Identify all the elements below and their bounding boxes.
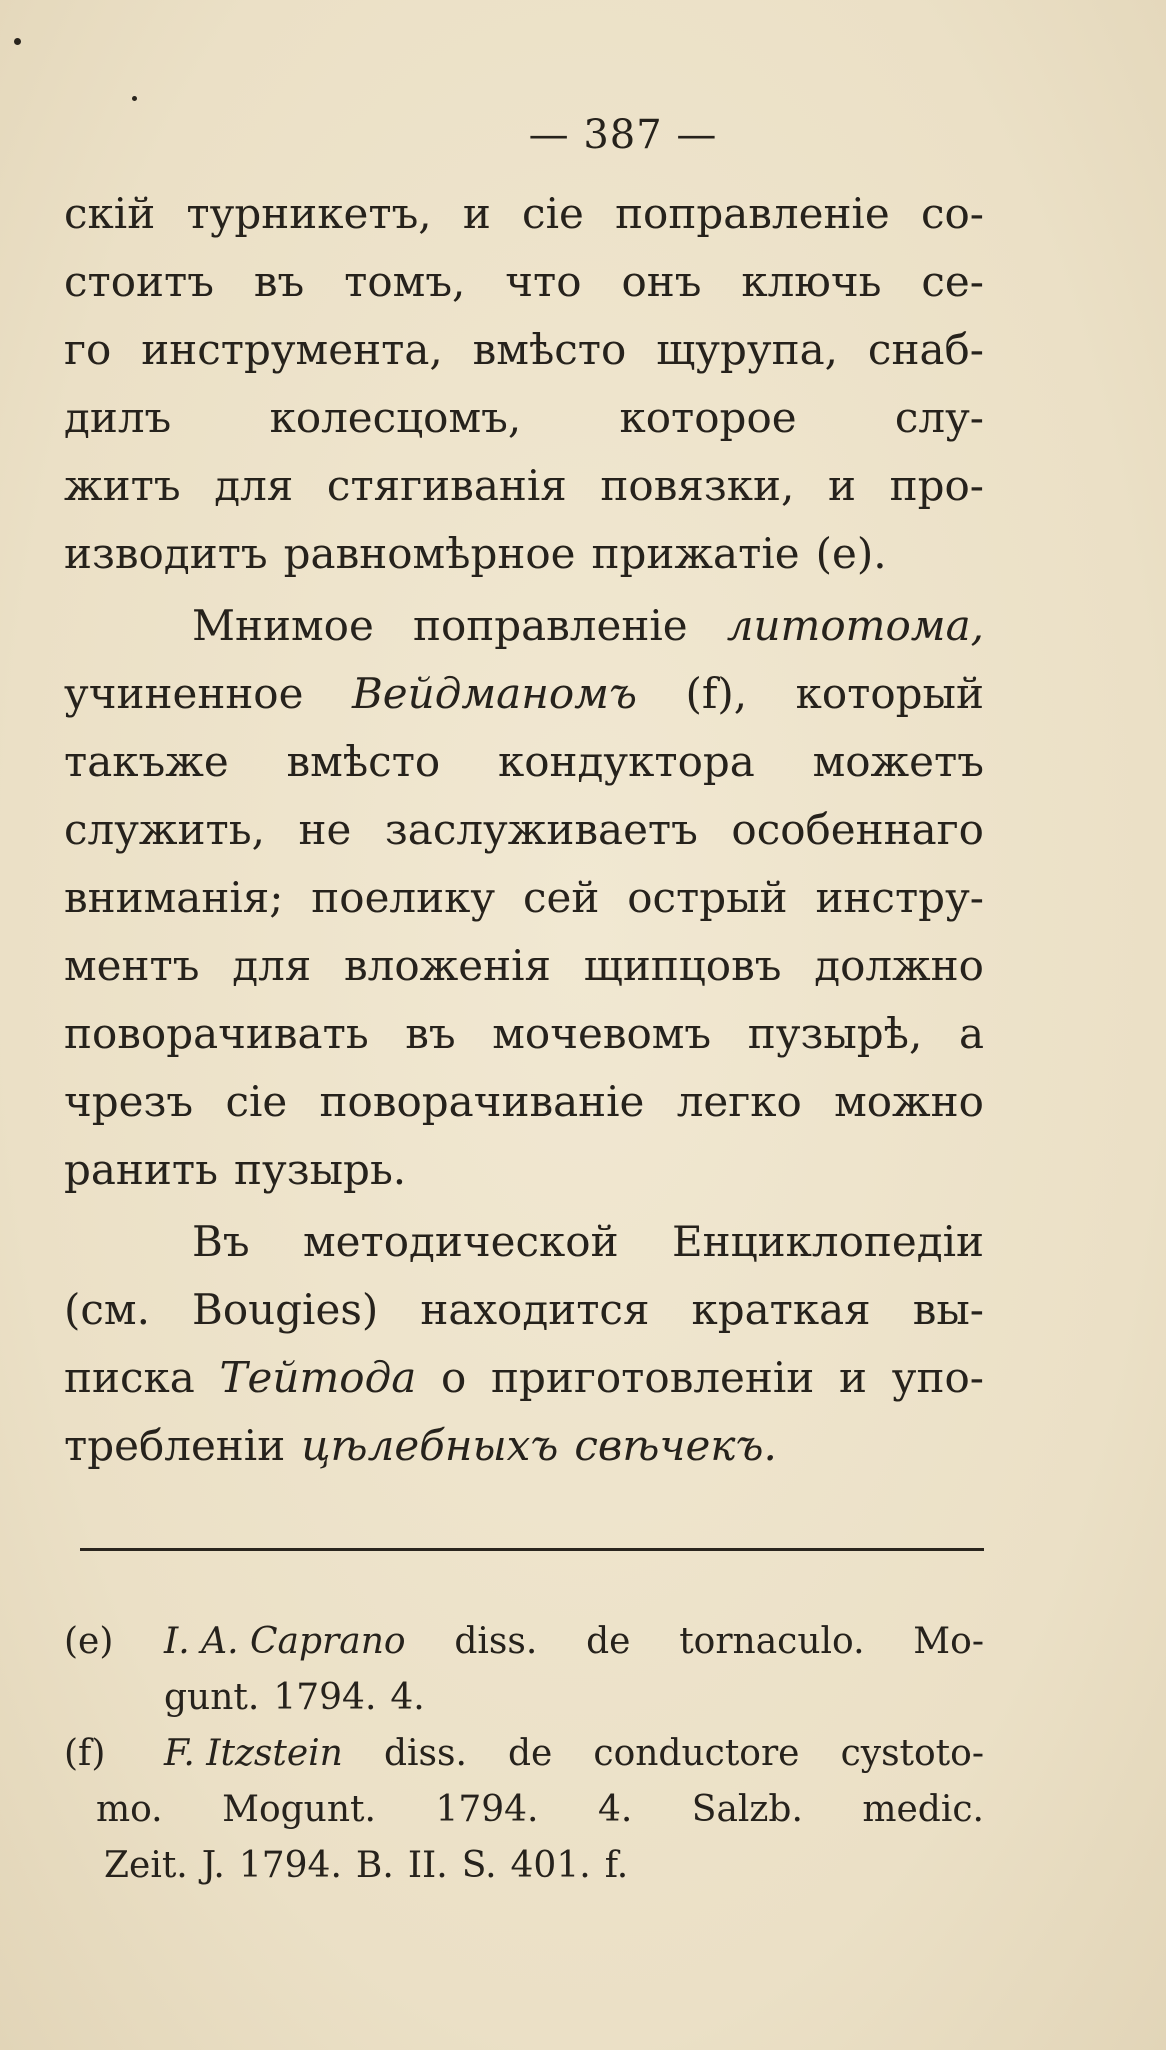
footnotes bbox=[64, 1614, 984, 1894]
text-line: чрезъ сіе поворачиваніе легко можно bbox=[64, 1077, 984, 1126]
footnote-separator bbox=[80, 1548, 984, 1551]
ink-speck bbox=[132, 96, 137, 101]
footnote-line: F. Itzstein diss. de conductore cystoto- bbox=[164, 1733, 984, 1774]
text-line: стоитъ въ томъ, что онъ ключь се- bbox=[64, 257, 984, 306]
text-line: писка Тейтода о приготовленіи и упо- bbox=[64, 1353, 984, 1402]
page-number: — 387 — bbox=[528, 112, 718, 158]
footnote-line: mo. Mogunt. 1794. 4. Salzb. medic. bbox=[96, 1789, 984, 1830]
text-line: дилъ колесцомъ, которое слу- bbox=[64, 393, 984, 442]
text-line: треблeніи цѣлебныхъ свѣчекъ. bbox=[64, 1421, 777, 1470]
text-line: такъже вмѣсто кондуктора можетъ bbox=[64, 737, 984, 786]
text-line: ранить пузырь. bbox=[64, 1145, 407, 1194]
footnote-mark: (e) bbox=[64, 1621, 114, 1662]
text-line: служить, не заслуживаетъ особеннаго bbox=[64, 805, 984, 854]
text-line: (см. Bougies) находится краткая вы- bbox=[64, 1285, 984, 1334]
text-line: Въ методической Енциклопедіи bbox=[192, 1217, 984, 1266]
footnote-f bbox=[64, 1726, 984, 1894]
text-line: скій турникетъ, и сіе поправленіе со- bbox=[64, 189, 984, 238]
text-line: поворачивать въ мочевомъ пузырѣ, а bbox=[64, 1009, 984, 1058]
text-line: изводитъ равномѣрное прижатіе (e). bbox=[64, 529, 887, 578]
footnote-e bbox=[64, 1614, 984, 1726]
footnote-line: I. A. Caprano diss. de tornaculo. Mo- bbox=[164, 1621, 984, 1662]
ink-speck bbox=[14, 38, 21, 45]
text-line: го инструмента, вмѣсто щурупа, снаб- bbox=[64, 325, 984, 374]
body-text bbox=[64, 180, 984, 1480]
footnote-mark: (f) bbox=[64, 1733, 106, 1774]
footnote-line: gunt. 1794. 4. bbox=[164, 1677, 425, 1718]
text-line: Мнимое поправленіе литотома, bbox=[192, 601, 984, 650]
footnote-line: Zeit. J. 1794. B. II. S. 401. f. bbox=[104, 1845, 629, 1886]
text-line: учиненное Вейдманомъ (f), который bbox=[64, 669, 984, 718]
text-line: вниманія; поелику сей острый инстру- bbox=[64, 873, 984, 922]
text-line: житъ для стягиванія повязки, и про- bbox=[64, 461, 984, 510]
text-line: ментъ для вложенія щипцовъ должно bbox=[64, 941, 984, 990]
